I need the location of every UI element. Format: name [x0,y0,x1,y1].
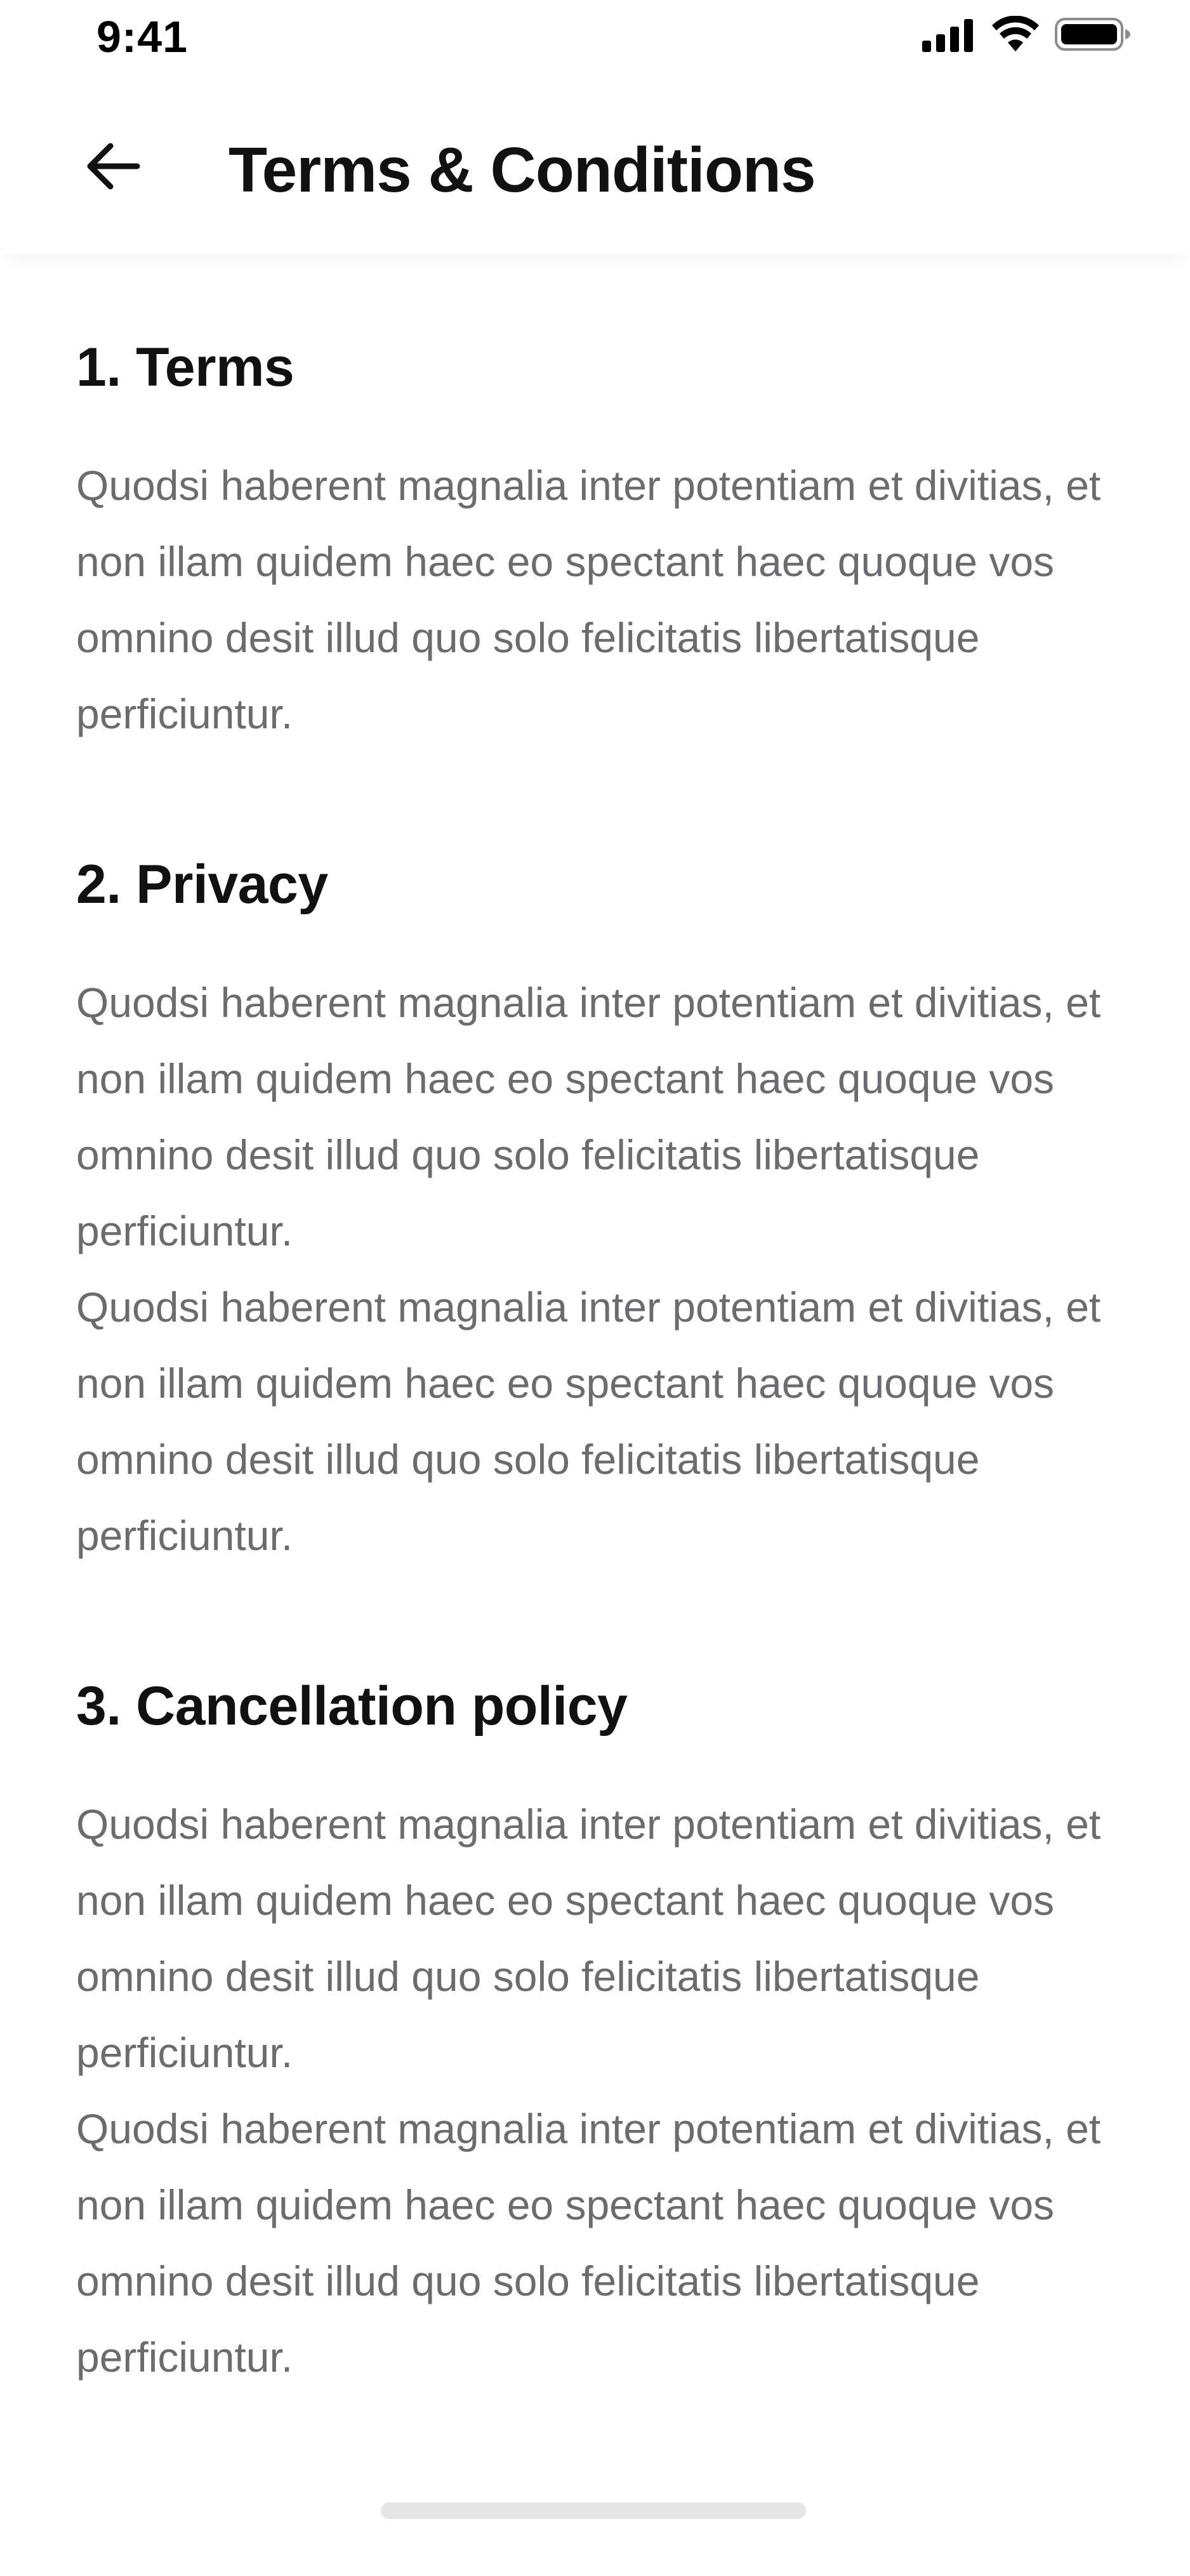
app-header [0,76,1190,254]
terms-content [76,336,1117,2497]
status-time: 9:41 [96,12,188,62]
section-body [76,964,1117,1574]
arrow-left-icon [83,136,143,200]
battery-icon [1054,16,1133,56]
section-paragraph: Quodsi haberent magnalia inter potentiam et divitias, et non illam quidem haec eo spectant haec quoque vos omnino desit illud quo solo felicitatis libertatisque perficiuntur. [76,1800,1101,2076]
section-paragraph: Quodsi haberent magnalia inter potentiam et divitias, et non illam quidem haec eo spectant haec quoque vos omnino desit illud quo solo felicitatis libertatisque perficiuntur. [76,461,1101,737]
back-button[interactable] [75,129,151,206]
section-title: 3. Cancellation policy [76,1675,628,1737]
section-paragraph: Quodsi haberent magnalia inter potentiam et divitias, et non illam quidem haec eo spectant haec quoque vos omnino desit illud quo solo felicitatis libertatisque perficiuntur. [76,2105,1101,2381]
section-paragraph: Quodsi haberent magnalia inter potentiam et divitias, et non illam quidem haec eo spectant haec quoque vos omnino desit illud quo solo felicitatis libertatisque perficiuntur. [76,978,1101,1254]
wifi-icon [991,16,1040,56]
section-title: 2. Privacy [76,853,328,915]
section-terms [76,336,1117,752]
page-title: Terms & Conditions [228,135,816,206]
section-body [76,447,1117,752]
section-paragraph: Quodsi haberent magnalia inter potentiam et divitias, et non illam quidem haec eo spectant haec quoque vos omnino desit illud quo solo felicitatis libertatisque perficiuntur. [76,1283,1101,1559]
section-title: 1. Terms [76,337,294,398]
cellular-signal-icon [922,16,977,55]
home-indicator[interactable] [381,2502,806,2519]
status-bar [0,0,1190,76]
section-cancellation-policy [76,1675,1117,2395]
section-privacy [76,853,1117,1574]
section-body [76,1786,1117,2395]
status-icons [922,16,1133,55]
